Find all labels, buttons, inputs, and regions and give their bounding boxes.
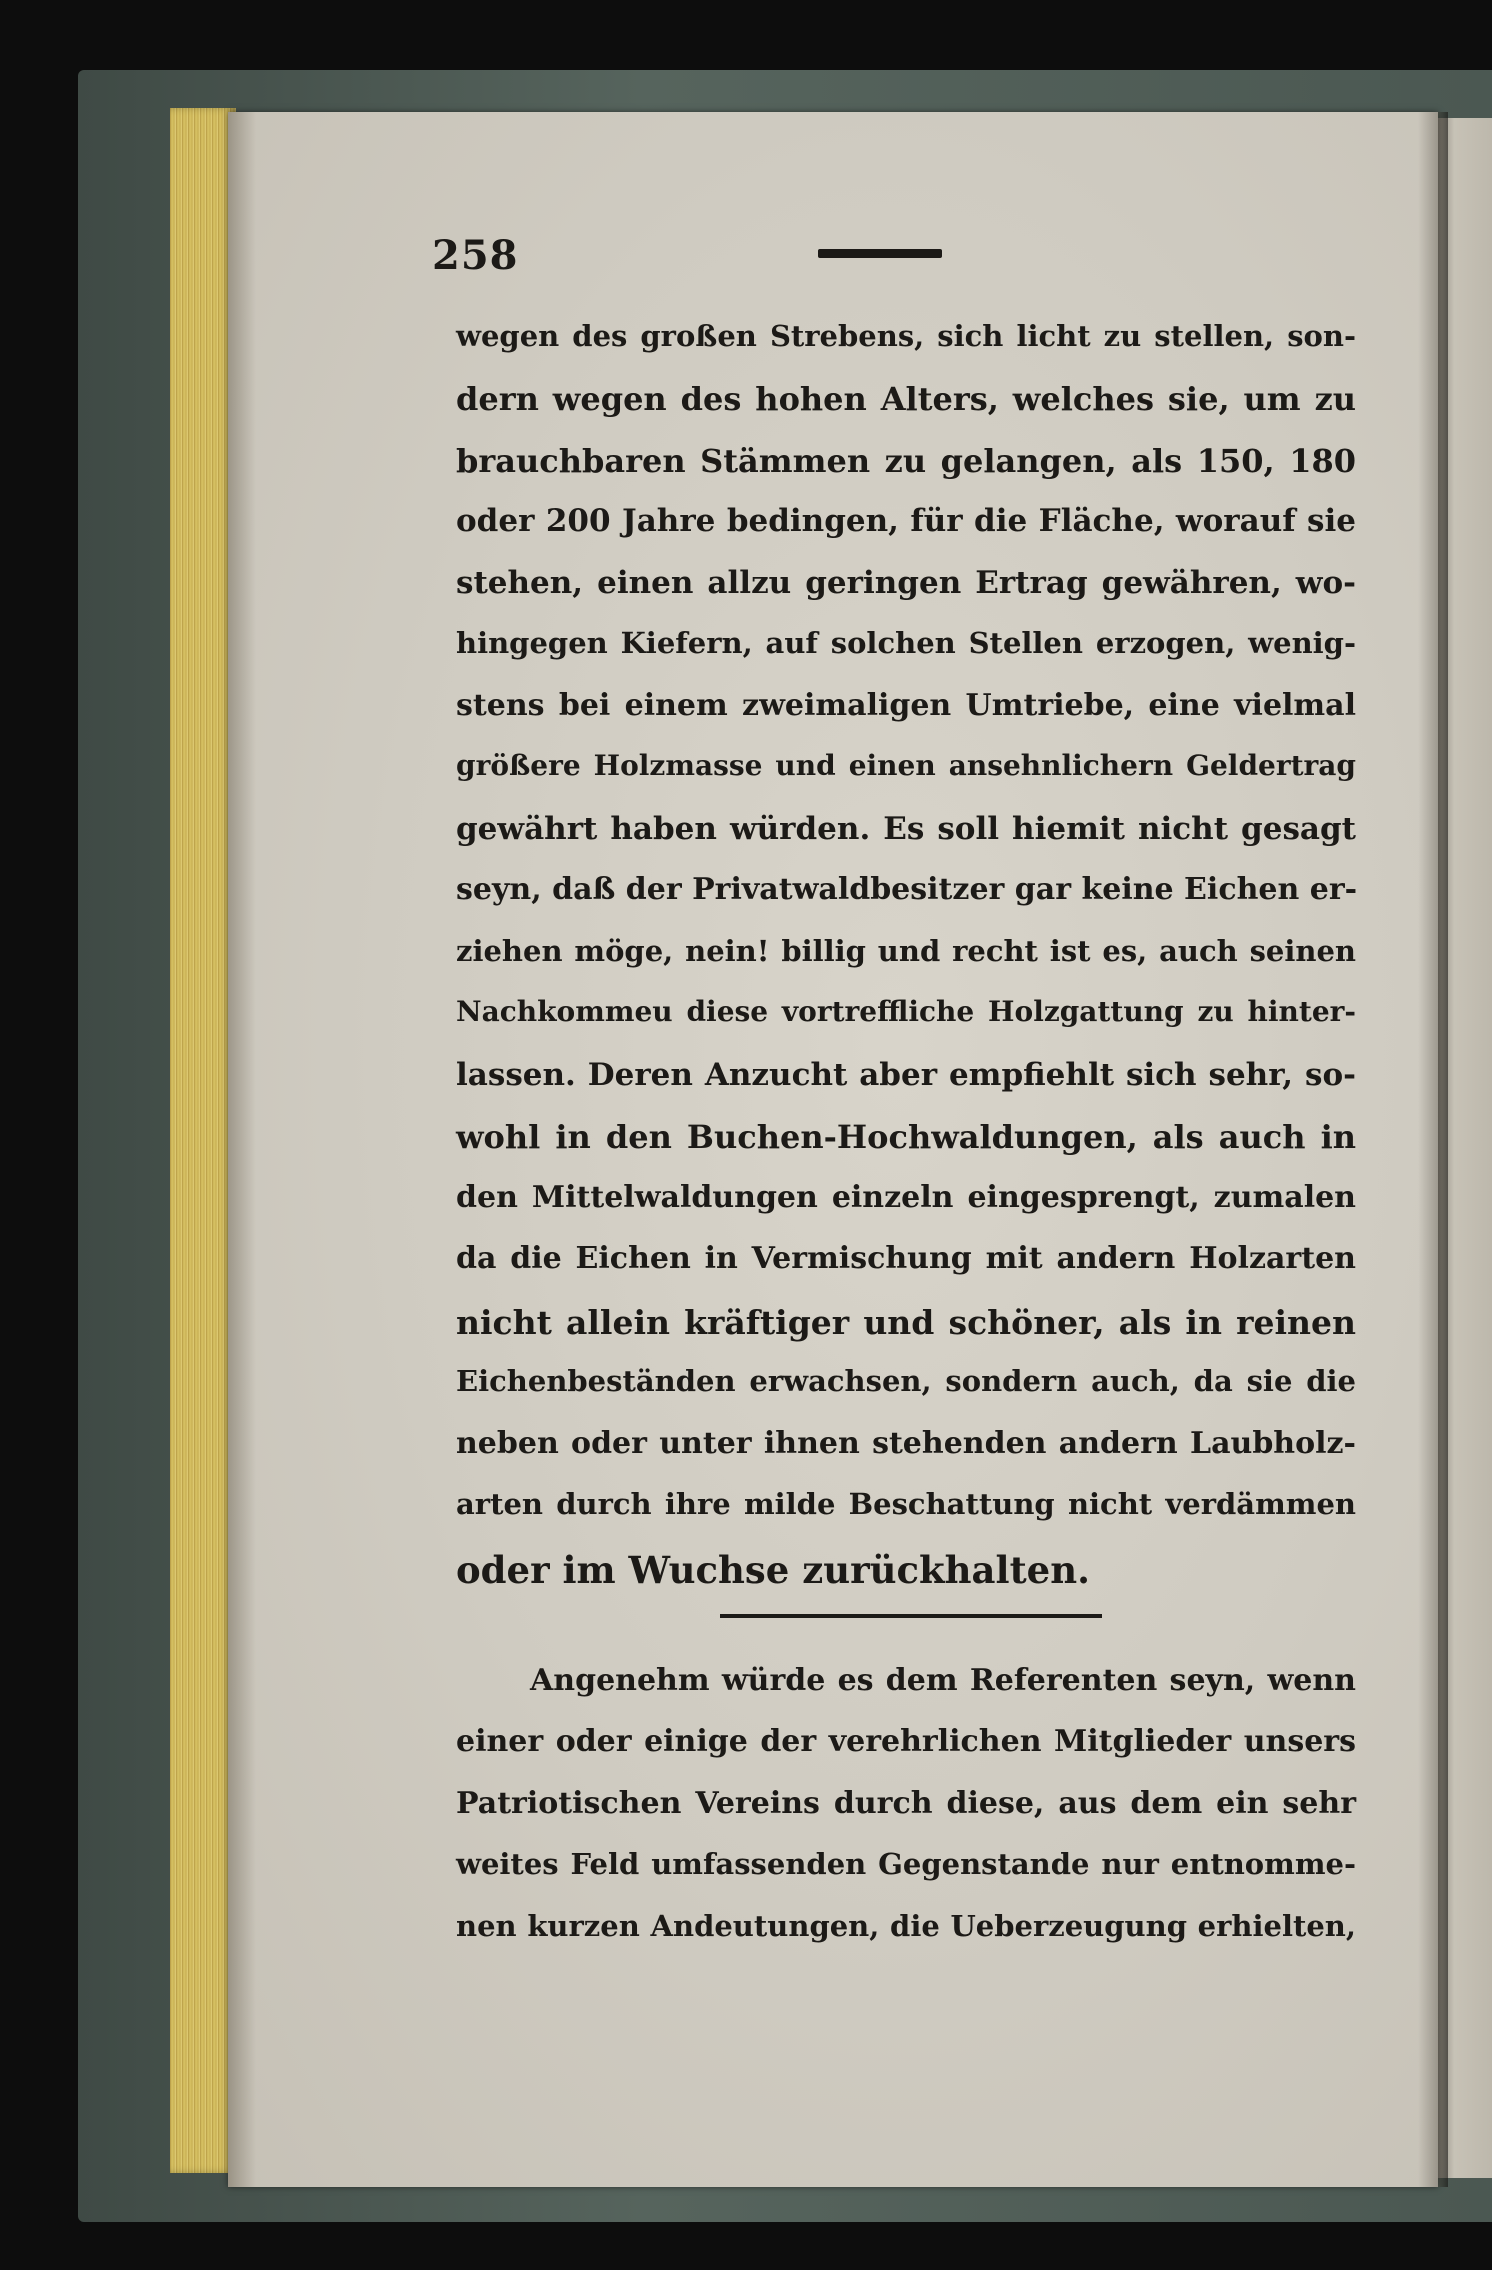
paragraph-1-line-2: dern wegen des hohen Alters, welches sie, um zu	[456, 380, 1356, 418]
paragraph-1-line-13: lassen. Deren Anzucht aber empfiehlt sich sehr, so-	[456, 1057, 1356, 1093]
paragraph-1-line-14: wohl in den Buchen-Hochwaldungen, als auch in	[456, 1118, 1356, 1156]
paragraph-1-line-4: oder 200 Jahre bedingen, für die Fläche, worauf sie	[456, 503, 1356, 539]
paragraph-1-line-8: größere Holzmasse und einen ansehnlichern Geldertrag	[456, 749, 1356, 782]
paragraph-1-line-7: stens bei einem zweimaligen Umtriebe, eine vielmal	[456, 688, 1356, 723]
paragraph-1-line-3: brauchbaren Stämmen zu gelangen, als 150, 180	[456, 442, 1356, 480]
paragraph-1-line-20: arten durch ihre milde Beschattung nicht verdämmen	[456, 1487, 1356, 1521]
paragraph-1-line-5: stehen, einen allzu geringen Ertrag gewähren, wo-	[456, 565, 1356, 601]
paragraph-1-line-12: Nachkommeu diese vortreffliche Holzgattung zu hinter-	[456, 995, 1356, 1028]
paragraph-2-line-4: weites Feld umfassenden Gegenstande nur entnomme-	[456, 1847, 1356, 1881]
paragraph-1-line-16: da die Eichen in Vermischung mit andern Holzarten	[456, 1241, 1356, 1276]
page-number: 258	[432, 232, 519, 279]
paragraph-1-line-6: hingegen Kiefern, auf solchen Stellen erzogen, wenig-	[456, 626, 1356, 660]
paragraph-1-line-17: nicht allein kräftiger und schöner, als in reinen	[456, 1303, 1356, 1342]
paragraph-1-line-9: gewährt haben würden. Es soll hiemit nicht gesagt	[456, 811, 1356, 847]
paragraph-1-line-11: ziehen möge, nein! billig und recht ist es, auch seinen	[456, 934, 1356, 968]
paragraph-1-line-15: den Mittelwaldungen einzeln eingesprengt, zumalen	[456, 1180, 1356, 1215]
gilt-page-edges	[170, 108, 236, 2173]
paragraph-1-line-19: neben oder unter ihnen stehenden andern Laubholz-	[456, 1426, 1356, 1461]
paragraph-2-line-1: Angenehm würde es dem Referenten seyn, wenn	[530, 1663, 1356, 1698]
paragraph-2-line-3: Patriotischen Vereins durch diese, aus dem ein sehr	[456, 1786, 1356, 1821]
page-gutter-shadow	[1418, 112, 1448, 2187]
paragraph-1-line-1: wegen des großen Strebens, sich licht zu stellen, son-	[456, 319, 1356, 353]
paragraph-1-line-18: Eichenbeständen erwachsen, sondern auch, da sie die	[456, 1364, 1356, 1398]
paragraph-1-line-10: seyn, daß der Privatwaldbesitzer gar keine Eichen er-	[456, 872, 1358, 907]
header-rule	[818, 249, 942, 258]
paragraph-1-line-21: oder im Wuchse zurückhalten.	[456, 1548, 1091, 1592]
page-edge-shadow	[228, 112, 256, 2187]
paragraph-2-line-2: einer oder einige der verehrlichen Mitglieder unsers	[456, 1724, 1356, 1759]
section-divider-rule	[720, 1614, 1102, 1618]
paragraph-2-line-5: nen kurzen Andeutungen, die Ueberzeugung erhielten,	[456, 1909, 1356, 1943]
